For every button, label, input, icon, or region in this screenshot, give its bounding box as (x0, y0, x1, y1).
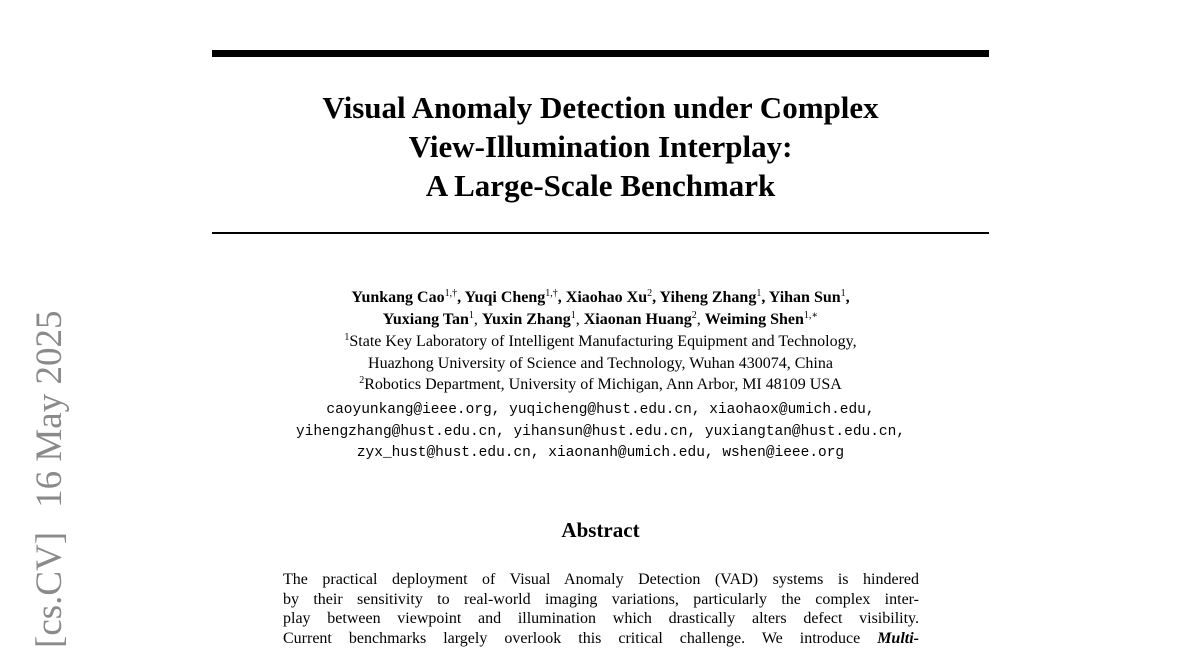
author-sep: , (473, 311, 482, 328)
author-sep: , (457, 289, 465, 306)
author-sup: 1 (570, 310, 576, 321)
paper-title (212, 88, 989, 205)
email-line-2: yihengzhang@hust.edu.cn, yihansun@hust.edu.cn, yuxiangtan@hust.edu.cn, (295, 423, 906, 440)
author-sup: 1,† (444, 288, 458, 299)
abstract-line: by their sensitivity to real-world imaging variations, particularly the complex inter- (283, 590, 919, 608)
author-name: Yuxin Zhang (481, 311, 571, 328)
abstract-line-text: Current benchmarks largely overlook this critical challenge. We introduce (283, 629, 878, 647)
author-name: Xiaonan Huang (583, 311, 692, 328)
abstract-line: The practical deployment of Visual Anomaly Detection (VAD) systems is hindered (283, 571, 919, 588)
author-block (212, 287, 989, 396)
affiliation-1-line-1 (212, 331, 989, 353)
author-sup: 2 (691, 310, 697, 321)
author-sep: , (761, 289, 769, 306)
abstract-body (283, 570, 919, 648)
author-name: Yuqi Cheng (464, 289, 546, 306)
affiliation-text: Robotics Department, University of Michigan, Ann Arbor, MI 48109 USA (364, 376, 842, 393)
abstract-line: play between viewpoint and illumination which drastically alters defect visibility. (283, 610, 919, 627)
author-name: Yihan Sun (768, 289, 841, 306)
author-sep: , (845, 289, 850, 306)
arxiv-date: 16 May 2025 (29, 310, 70, 508)
affiliation-text: State Key Laboratory of Intelligent Manufacturing Equipment and Technology, (349, 333, 857, 350)
affiliation-1-line-2: Huazhong University of Science and Technology, Wuhan 430074, China (368, 354, 833, 372)
affiliation-sup: 2 (359, 375, 365, 386)
author-sep: , (575, 311, 584, 328)
email-line-3: zyx_hust@hust.edu.cn, xiaonanh@umich.edu, wshen@ieee.org (356, 445, 845, 461)
authors-line-2 (212, 309, 989, 331)
title-line-3: A Large-Scale Benchmark (425, 168, 776, 203)
arxiv-category: [cs.CV] (29, 531, 70, 648)
author-sep: , (696, 311, 705, 328)
title-line-1: Visual Anomaly Detection under Complex (322, 90, 879, 125)
author-sep: , (652, 289, 660, 306)
author-sup: 2 (647, 288, 653, 299)
author-sup: 1 (756, 288, 762, 299)
author-name: Yiheng Zhang (659, 289, 757, 306)
title-top-rule (212, 50, 989, 57)
affiliation-2 (212, 374, 989, 396)
email-block (212, 400, 989, 465)
author-name: Yuxiang Tan (382, 311, 469, 328)
author-sup: 1 (840, 288, 846, 299)
abstract-heading: Abstract (561, 518, 640, 542)
title-line-2: View-Illumination Interplay: (408, 129, 793, 164)
author-sup: 1,† (545, 288, 558, 299)
author-sup: 1,∗ (803, 310, 819, 321)
arxiv-side-stamp (30, 311, 70, 648)
authors-line-1 (212, 287, 989, 309)
author-name: Yunkang Cao (351, 289, 445, 306)
title-bottom-rule (212, 232, 989, 234)
abstract-line (283, 629, 919, 648)
email-line-1: caoyunkang@ieee.org, yuqicheng@hust.edu.cn, xiaohaox@umich.edu, (326, 402, 875, 418)
author-name: Xiaohao Xu (565, 289, 648, 306)
author-sep: , (557, 289, 566, 306)
dataset-name-emphasis: Multi- (877, 629, 919, 647)
author-sup: 1 (468, 310, 474, 321)
author-name: Weiming Shen (704, 311, 804, 328)
affiliation-sup: 1 (344, 332, 350, 343)
